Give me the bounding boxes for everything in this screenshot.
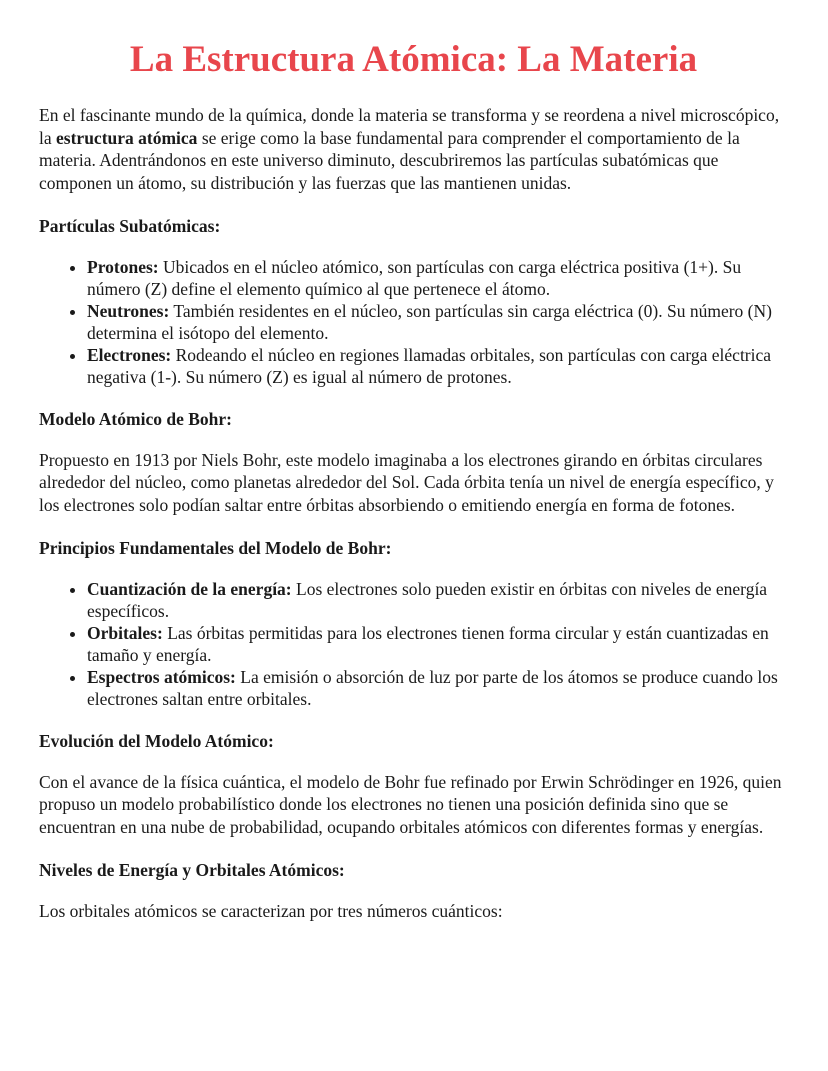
list-item-text: Ubicados en el núcleo atómico, son partículas con carga eléctrica positiva (1+). Su número (Z) define el elemento químico al que pertenece el átomo. xyxy=(87,256,742,299)
list-item-text: Las órbitas permitidas para los electrones tienen forma circular y están cuantizadas en tamaño y energía. xyxy=(87,622,769,665)
page-title: La Estructura Atómica: La Materia xyxy=(129,39,698,80)
bohr-heading: Modelo Atómico de Bohr: xyxy=(39,408,232,429)
evolution-paragraph: Con el avance de la física cuántica, el modelo de Bohr fue refinado por Erwin Schrödinger en 1926, quien propuso un modelo probabilístico donde los electrones no tienen una posición definida sino que se encuentran en una nube de probabilidad, ocupando orbitales atómicos con diferentes formas y energías. xyxy=(39,771,782,837)
list-item-term: Espectros atómicos: xyxy=(87,666,236,687)
list-item xyxy=(87,622,788,666)
particles-list xyxy=(39,256,788,388)
list-item xyxy=(87,344,788,388)
principles-list xyxy=(39,578,788,710)
list-item-term: Neutrones: xyxy=(87,300,170,321)
list-item-text: También residentes en el núcleo, son partículas sin carga eléctrica (0). Su número (N) determina el isótopo del elemento. xyxy=(87,300,772,343)
list-item-text: Los electrones solo pueden existir en órbitas con niveles de energía específicos. xyxy=(87,578,768,621)
list-item-term: Electrones: xyxy=(87,344,172,365)
list-item-text: Rodeando el núcleo en regiones llamadas orbitales, son partículas con carga eléctrica negativa (1-). Su número (Z) es igual al número de protones. xyxy=(87,344,772,387)
levels-paragraph: Los orbitales atómicos se caracterizan por tres números cuánticos: xyxy=(39,900,503,921)
list-item-text: La emisión o absorción de luz por parte de los átomos se produce cuando los electrones saltan entre orbitales. xyxy=(87,666,778,709)
intro-text-bold: estructura atómica xyxy=(56,127,198,148)
evolution-heading: Evolución del Modelo Atómico: xyxy=(39,730,274,751)
list-item xyxy=(87,256,788,300)
levels-heading: Niveles de Energía y Orbitales Atómicos: xyxy=(39,860,345,881)
intro-paragraph xyxy=(39,104,788,194)
principles-heading: Principios Fundamentales del Modelo de Bohr: xyxy=(39,538,392,559)
list-item-term: Orbitales: xyxy=(87,622,163,643)
list-item xyxy=(87,578,788,622)
list-item-term: Cuantización de la energía: xyxy=(87,578,292,599)
intro-text-after: se erige como la base fundamental para comprender el comportamiento de la materia. Adentrándonos en este universo diminuto, descubriremos las partículas subatómicas que componen un átomo, su distribución y las fuerzas que las mantienen unidas. xyxy=(39,127,740,193)
list-item xyxy=(87,666,788,710)
list-item xyxy=(87,300,788,344)
particles-heading: Partículas Subatómicas: xyxy=(39,216,221,237)
bohr-paragraph: Propuesto en 1913 por Niels Bohr, este modelo imaginaba a los electrones girando en órbitas circulares alrededor del núcleo, como planetas alrededor del Sol. Cada órbita tenía un nivel de energía específico, y los electrones solo podían saltar entre órbitas absorbiendo o emitiendo energía en forma de fotones. xyxy=(39,449,774,515)
intro-text-before: En el fascinante mundo de la química, donde la materia se transforma y se reordena a nivel microscópico, la xyxy=(39,105,780,148)
list-item-term: Protones: xyxy=(87,256,159,277)
